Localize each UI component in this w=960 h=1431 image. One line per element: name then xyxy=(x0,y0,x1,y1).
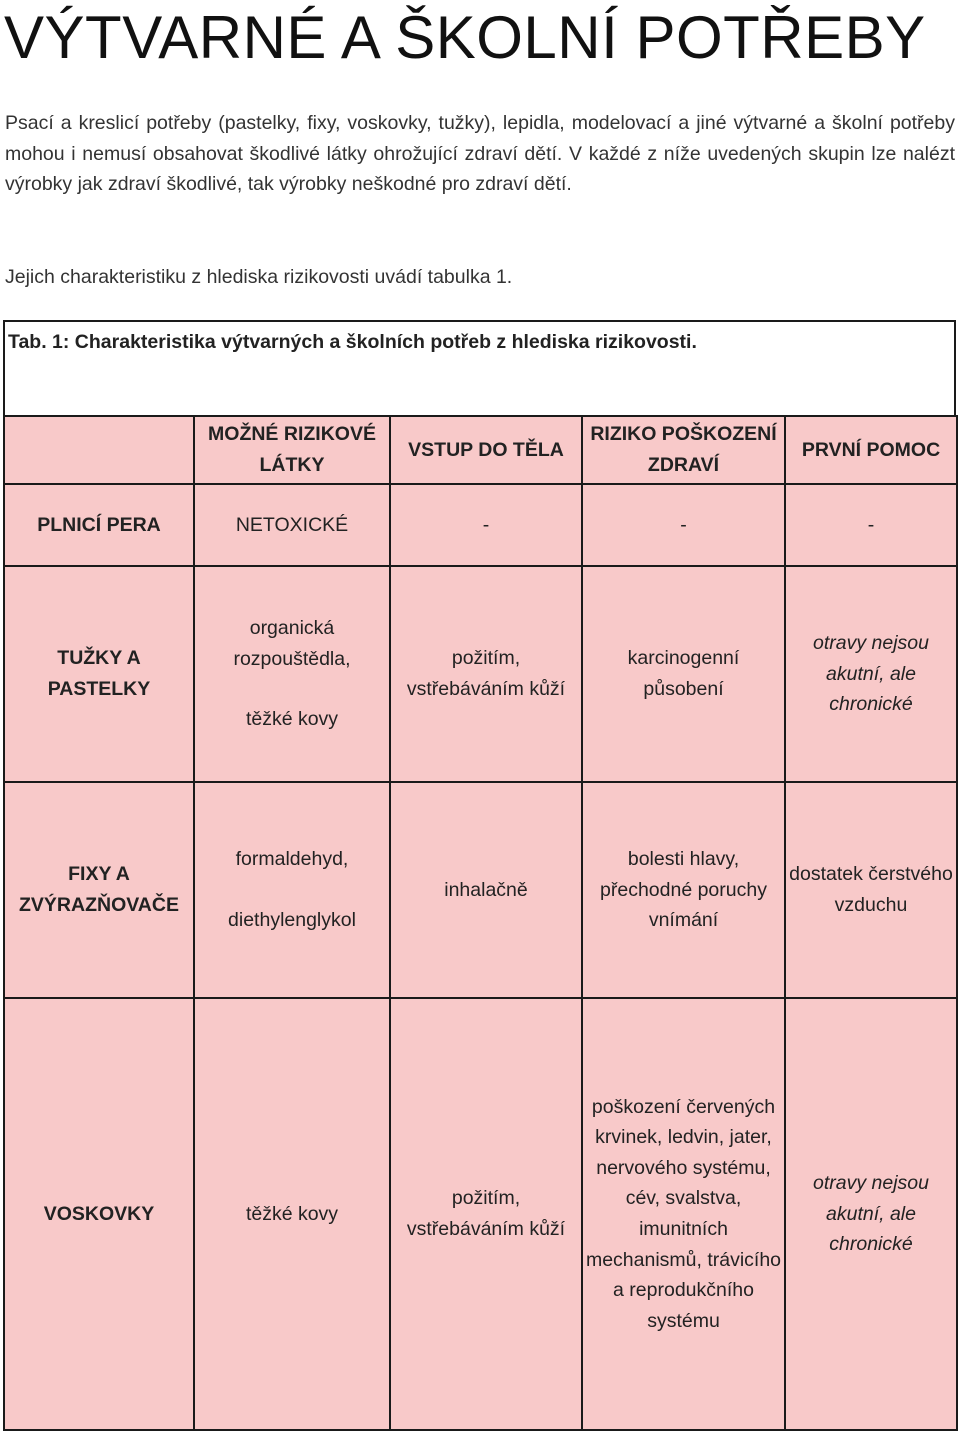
row-label-voskovky: VOSKOVKY xyxy=(4,998,194,1430)
cell-substances xyxy=(194,566,390,782)
cell-entry: - xyxy=(390,484,582,566)
risk-table-frame xyxy=(3,320,956,1427)
table-row xyxy=(4,566,957,782)
risk-table xyxy=(3,415,958,1431)
header-first-aid: PRVNÍ POMOC xyxy=(785,416,957,484)
cell-first-aid: otravy nejsou akutní, ale chronické xyxy=(785,998,957,1430)
cell-first-aid: otravy nejsou akutní, ale chronické xyxy=(785,566,957,782)
table-row xyxy=(4,998,957,1430)
intro-paragraph: Psací a kreslicí potřeby (pastelky, fixy, voskovky, tužky), lepidla, modelovací a jiné výtvarné a školní potřeby mohou i nemusí obsahovat škodlivé látky ohrožující zdraví dětí. V každé z níže uvedených skupin lze nalézt výrobky jak zdraví škodlivé, tak výrobky neškodné pro zdraví dětí. xyxy=(5,112,955,196)
intro-table-reference: Jejich charakteristiku z hlediska rizikovosti uvádí tabulka 1. xyxy=(5,266,513,288)
row-label-fixy-zvyraznovace: FIXY A ZVÝRAZŇOVAČE xyxy=(4,782,194,998)
page-title: VÝTVARNÉ A ŠKOLNÍ POTŘEBY xyxy=(4,4,926,71)
cell-risk: - xyxy=(582,484,785,566)
header-empty xyxy=(4,416,194,484)
substance-item: formaldehyd, xyxy=(235,848,349,871)
row-label-plnici-pera: PLNICÍ PERA xyxy=(4,484,194,566)
row-label-tuzky-pastelky: TUŽKY A PASTELKY xyxy=(4,566,194,782)
table-row xyxy=(4,782,957,998)
cell-first-aid: - xyxy=(785,484,957,566)
header-risk: RIZIKO POŠKOZENÍ ZDRAVÍ xyxy=(582,416,785,484)
substance-item: těžké kovy xyxy=(245,708,339,731)
cell-risk: poškození červených krvinek, ledvin, jater, nervového systému, cév, svalstva, imunitních mechanismů, trávicího a reprodukčního systému xyxy=(582,998,785,1430)
cell-entry: inhalačně xyxy=(390,782,582,998)
header-entry: VSTUP DO TĚLA xyxy=(390,416,582,484)
cell-entry: požitím, vstřebáváním kůží xyxy=(390,566,582,782)
cell-first-aid: dostatek čerstvého vzduchu xyxy=(785,782,957,998)
table-row xyxy=(4,484,957,566)
table-caption: Tab. 1: Charakteristika výtvarných a školních potřeb z hlediska rizikovosti. xyxy=(8,331,697,353)
cell-risk: bolesti hlavy, přechodné poruchy vnímání xyxy=(582,782,785,998)
cell-risk: karcinogenní působení xyxy=(582,566,785,782)
table-header-row xyxy=(4,416,957,484)
substance-item: organická rozpouštědla, xyxy=(233,617,351,670)
cell-entry: požitím, vstřebáváním kůží xyxy=(390,998,582,1430)
substance-item: diethylenglykol xyxy=(228,909,356,931)
cell-substances: těžké kovy xyxy=(194,998,390,1430)
cell-substances: NETOXICKÉ xyxy=(194,484,390,566)
cell-substances xyxy=(194,782,390,998)
header-substances: MOŽNÉ RIZIKOVÉ LÁTKY xyxy=(194,416,390,484)
